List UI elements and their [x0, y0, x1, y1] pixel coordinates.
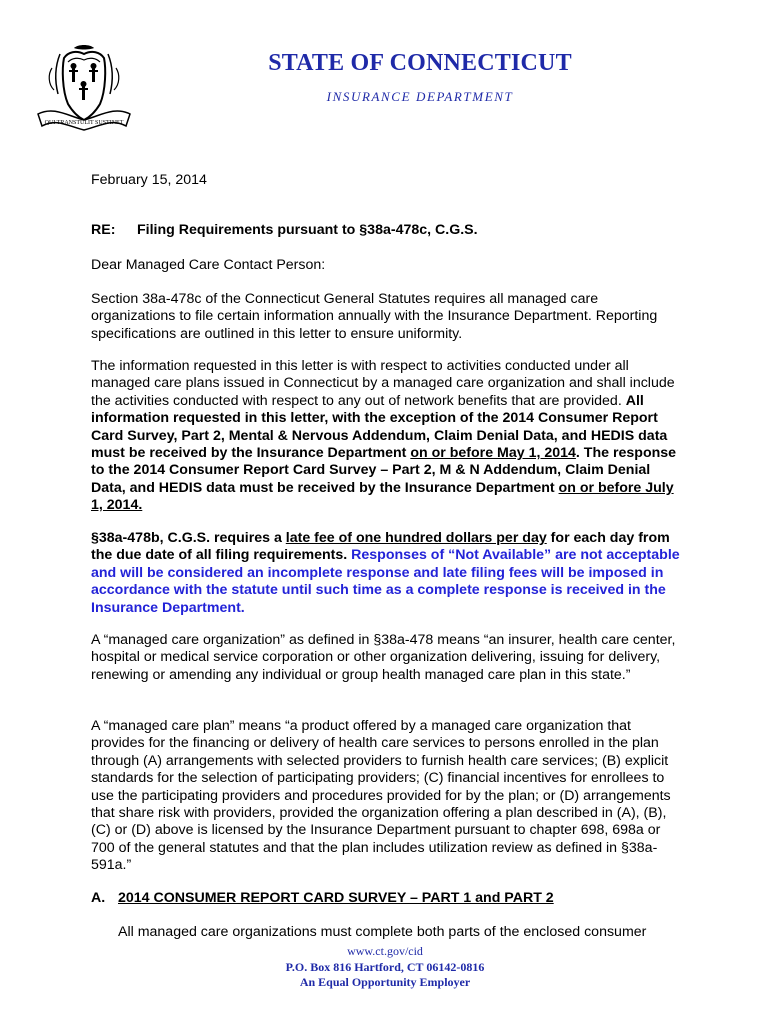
deadline-text: All information requested in this letter, with the exception of the 2014 Consumer Report Card Survey, Part 2, Mental & Nervous Addendum, Claim Denial Data, and HEDIS data must be received by the Insurance Department: [91, 392, 668, 462]
footer-address: P.O. Box 816 Hartford, CT 06142-0816: [285, 959, 485, 974]
not-available-warning: Responses of “Not Available” are not acceptable and will be considered an incomplete response and late filing fees will be imposed in accordance with the statute until such time as a complete response is received in the Insurance Department.: [91, 547, 680, 616]
section-a-letter: A.: [91, 890, 106, 906]
deadline-text-2: . The response to the 2014 Consumer Report Card Survey – Part 2, M & N Addendum, Claim Denial Data, and HEDIS data must be received by the Insurance Department: [91, 445, 677, 496]
late-fee-amount: late fee of one hundred dollars per day: [285, 530, 547, 546]
section-a-title: 2014 CONSUMER REPORT CARD SURVEY – PART 1 and PART 2: [118, 890, 554, 906]
deadline-date-july: on or before July 1, 2014.: [91, 479, 674, 514]
salutation: Dear Managed Care Contact Person:: [91, 257, 326, 273]
paragraph-scope: [91, 358, 683, 515]
state-seal-icon: [34, 44, 134, 136]
deadline-date-may: on or before May 1, 2014: [410, 445, 576, 462]
scope-text: The information requested in this letter is with respect to activities conducted under all managed care plans issued in Connecticut by a managed care organization and shall include the activities conducted with respect to any out of network benefits that are provided.: [91, 358, 675, 409]
letter-date: February 15, 2014: [91, 172, 207, 188]
paragraph-statute: Section 38a-478c of the Connecticut General Statutes requires all managed care organizations to file certain information annually with the Insurance Department. Reporting specifications are outlined in this letter to ensure uniformity.: [91, 291, 658, 342]
paragraph-mcp-definition: A “managed care plan” means “a product offered by a managed care organization that provides for the financing or delivery of health care services to persons enrolled in the plan through (A) arrangements with selected providers to furnish health care services; (B) explicit standards for the selection of participating providers; (C) financial incentives for enrollees to use the participating providers and procedures provided for by the plan; or (D) arrangements that share risk with providers, provided the organization offering a plan described in (A), (B), (C) or (D) above is licensed by the Insurance Department pursuant to chapter 698, 698a or 700 of the general statutes and that the plan includes utilization review as defined in §38a-591a.”: [91, 718, 671, 874]
paragraph-late-fee: [91, 530, 683, 617]
footer-eoe: An Equal Opportunity Employer: [299, 975, 471, 989]
footer: [160, 944, 610, 991]
late-fee-text-2: for each day from the due date of all filing requirements.: [91, 530, 670, 564]
re-label: RE:: [91, 222, 116, 238]
footer-website[interactable]: www.ct.gov/cid: [347, 944, 423, 958]
letterhead-title: STATE OF CONNECTICUT: [268, 50, 572, 76]
section-a-text: All managed care organizations must complete both parts of the enclosed consumer: [118, 924, 647, 940]
late-fee-text: §38a-478b, C.G.S. requires a: [91, 530, 286, 546]
letterhead-subtitle: INSURANCE DEPARTMENT: [326, 89, 514, 104]
section-a-heading: [91, 890, 683, 907]
re-subject: Filing Requirements pursuant to §38a-478c, C.G.S.: [137, 222, 478, 238]
paragraph-mco-definition: A “managed care organization” as defined in §38a-478 means “an insurer, health care center, hospital or medical service corporation or other organization delivering, issuing for delivery, renewing or amending any individual or group health managed care plan in this state.”: [91, 632, 676, 683]
svg-text:QUI TRANSTULIT SUSTINET: QUI TRANSTULIT SUSTINET: [44, 120, 124, 126]
re-line: [91, 222, 683, 239]
